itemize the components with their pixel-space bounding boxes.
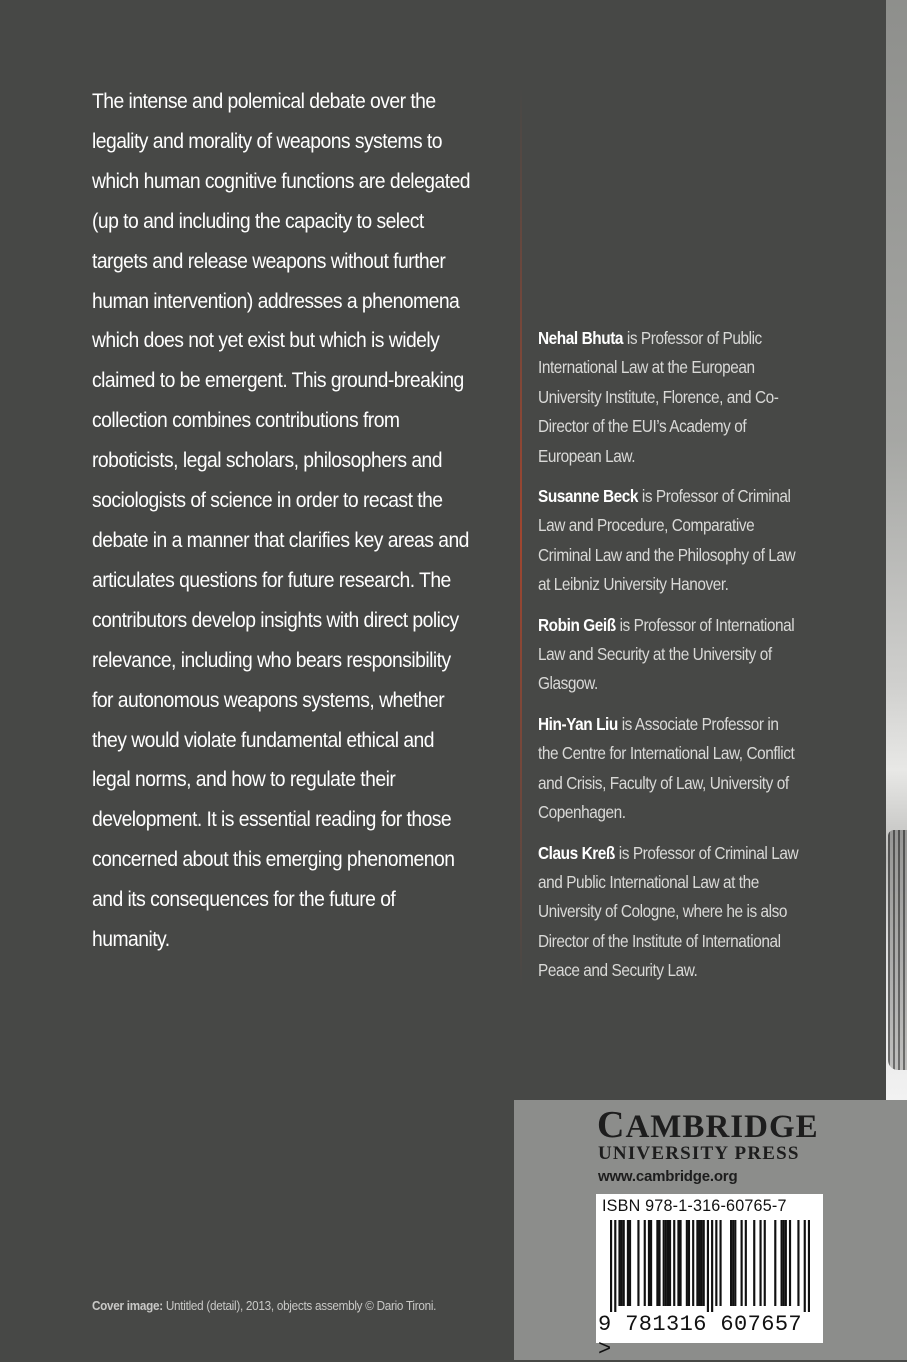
barcode-bar — [701, 1220, 703, 1306]
barcode-bar — [808, 1220, 810, 1312]
bio-name: Nehal Bhuta — [538, 328, 624, 348]
barcode-bar — [753, 1220, 755, 1306]
bio-robin-geiss — [538, 611, 802, 699]
isbn-number: ISBN 978-1-316-60765-7 — [602, 1196, 787, 1215]
barcode-bar — [711, 1220, 713, 1312]
editor-bios — [538, 324, 802, 997]
barcode-bar — [764, 1220, 766, 1306]
bio-susanne-beck — [538, 482, 802, 600]
bio-claus-kress — [538, 839, 802, 986]
barcode-bar — [637, 1220, 639, 1306]
barcode-bar — [696, 1220, 698, 1306]
barcode-bar — [698, 1220, 700, 1306]
bio-name: Claus Kreß — [538, 842, 615, 863]
bio-name: Susanne Beck — [538, 486, 639, 507]
barcode-bar — [692, 1220, 694, 1306]
barcode-bar — [669, 1220, 671, 1306]
barcode-bar — [650, 1220, 652, 1306]
barcode-bar — [730, 1220, 732, 1306]
cover-image-credit — [92, 1298, 436, 1313]
book-description: The intense and polemical debate over the legality and morality of weapons systems to which human cognitive functions are delegated (up to and including the capacity to select targets and release weapons without further human intervention) addresses a phenomena which does not yet exist but which is widely claimed to be emergent. This ground-breaking collection combines contributions from roboticists, legal scholars, philosophers and sociologists of science in order to recast the debate in a manner that clarifies key areas and articulates questions for future research. The contributors develop insights with direct policy relevance, including who bears responsibility for autonomous weapons systems, whether they would violate fundamental ethical and legal norms, and how to regulate their development. It is essential reading for those concerned about this emerging phenomenon and its consequences for the future of humanity. — [92, 89, 471, 952]
barcode-bar — [785, 1220, 787, 1306]
publisher-name: AMBRIDGE — [625, 1109, 819, 1145]
barcode-bar — [658, 1220, 660, 1306]
barcode-bar — [797, 1220, 799, 1306]
publisher-subline: UNIVERSITY PRESS — [598, 1143, 800, 1164]
barcode-bar — [614, 1220, 616, 1312]
barcode-bar — [677, 1220, 679, 1306]
barcode-bar — [789, 1220, 791, 1306]
barcode-bar — [610, 1220, 612, 1312]
barcode-bar — [621, 1220, 623, 1306]
barcode-bar — [686, 1220, 688, 1306]
bio-nehal-bhuta — [538, 324, 802, 471]
barcode-bar — [783, 1220, 785, 1306]
barcode-bar — [707, 1220, 709, 1312]
barcode-bars — [610, 1220, 810, 1312]
bio-name: Robin Geiß — [538, 614, 616, 635]
barcode-bar — [804, 1220, 806, 1312]
bio-text: is Professor of Criminal Law and Public International Law at the University of Cologne, where he is also Director of the Institute of International Peace and Security Law. — [538, 842, 799, 981]
barcode-bar — [648, 1220, 650, 1306]
credit-text: Untitled (detail), 2013, objects assembly © Dario Tironi. — [162, 1298, 437, 1313]
barcode-bar — [759, 1220, 761, 1306]
barcode-bar — [703, 1220, 705, 1306]
bio-text: is Professor of Public International Law at the European University Institute, Florence, and Co-Director of the EUI’s Academy of European Law. — [538, 328, 779, 466]
barcode-bar — [734, 1220, 736, 1306]
publisher-initial: C — [597, 1104, 626, 1146]
barcode-bar — [781, 1220, 783, 1306]
bio-name: Hin-Yan Liu — [538, 713, 618, 734]
publisher-panel — [514, 1100, 907, 1360]
barcode-bar — [656, 1220, 658, 1306]
barcode-digits: 9 781316 607657 > — [598, 1312, 803, 1362]
bio-text: is Professor of International Law and Security at the University of Glasgow. — [538, 614, 795, 694]
barcode-bar — [745, 1220, 747, 1306]
barcode-bar — [629, 1220, 631, 1306]
barcode-bar — [679, 1220, 681, 1306]
barcode-panel — [596, 1194, 823, 1362]
barcode-bar — [688, 1220, 690, 1306]
credit-label: Cover image: — [92, 1298, 163, 1313]
bio-text: is Associate Professor in the Centre for International Law, Conflict and Crisis, Faculty of Law, University of Copenhagen. — [538, 713, 795, 823]
barcode-bar — [623, 1220, 625, 1306]
barcode-bar — [741, 1220, 743, 1306]
barcode-bar — [774, 1220, 776, 1306]
barcode-bar — [732, 1220, 734, 1306]
barcode-bar — [667, 1220, 669, 1306]
robot-sculpture-detail — [888, 830, 907, 1070]
column-divider — [520, 88, 522, 988]
bio-hin-yan-liu — [538, 710, 802, 828]
barcode-bar — [665, 1220, 667, 1306]
barcode-bar — [627, 1220, 629, 1306]
publisher-logo — [597, 1106, 819, 1146]
bio-text: is Professor of Criminal Law and Procedure, Comparative Criminal Law and the Philosophy of Law at Leibniz University Hanover. — [538, 486, 796, 595]
barcode-bar — [663, 1220, 665, 1306]
barcode-bar — [719, 1220, 721, 1306]
barcode-bar — [673, 1220, 675, 1306]
cover-photo-edge — [886, 0, 907, 1100]
barcode-bar — [644, 1220, 646, 1306]
barcode-bar — [618, 1220, 620, 1306]
publisher-url[interactable]: www.cambridge.org — [598, 1168, 738, 1185]
barcode-bar — [715, 1220, 717, 1306]
